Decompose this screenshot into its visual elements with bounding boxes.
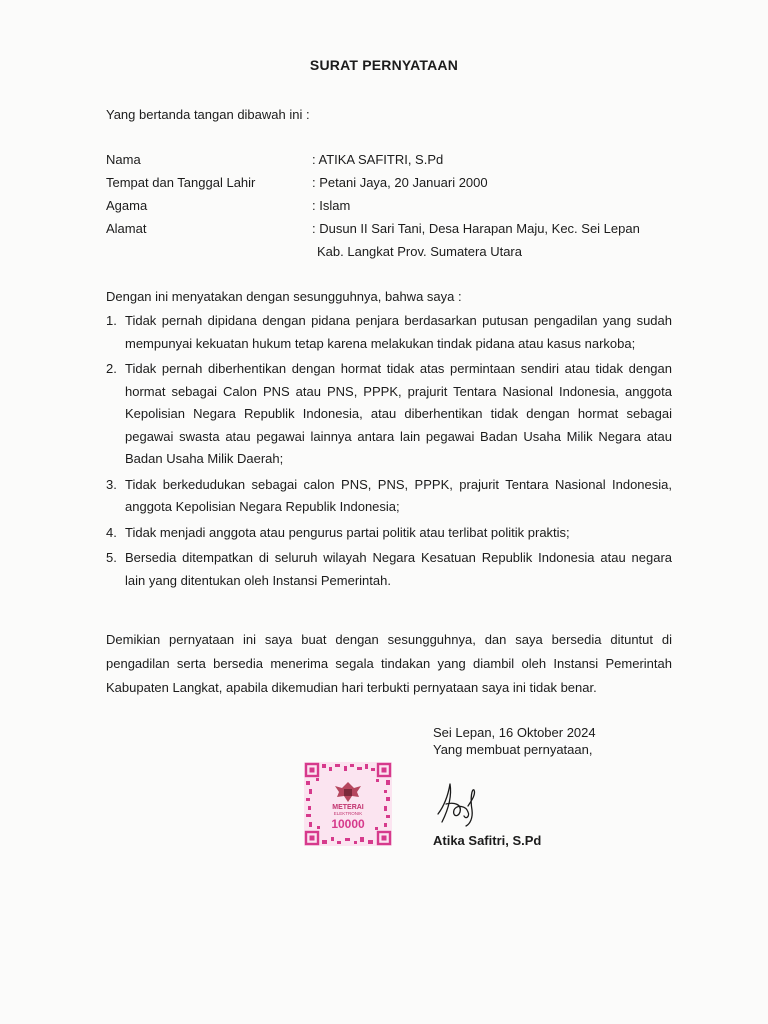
place-date: Sei Lepan, 16 Oktober 2024: [433, 725, 596, 740]
intro-text: Yang bertanda tangan dibawah ini :: [106, 107, 310, 122]
list-item-number: 4.: [106, 524, 117, 540]
birth-value: : Petani Jaya, 20 Januari 2000: [312, 175, 488, 190]
list-item: [106, 358, 672, 471]
stamp-line2: ELEKTRONIK: [333, 811, 363, 816]
handwritten-signature: [430, 776, 486, 832]
name-value: : ATIKA SAFITRI, S.Pd: [312, 152, 444, 167]
religion-value: : Islam: [312, 198, 351, 213]
identity-row-birth: [106, 173, 666, 196]
list-item-text: Tidak berkedudukan sebagai calon PNS, PNS, PPPK, prajurit Tentara Nasional Indonesia, anggota Kepolisian Negara Republik Indonesia;: [125, 476, 672, 514]
meterai-stamp: [304, 762, 392, 846]
religion-label: Agama: [106, 198, 148, 213]
signer-name: Atika Safitri, S.Pd: [433, 833, 542, 848]
list-item: [106, 522, 672, 545]
identity-row-address: [106, 219, 666, 242]
identity-row-name: [106, 150, 666, 173]
identity-row-religion: [106, 196, 666, 219]
list-item-text: Tidak pernah dipidana dengan pidana penjara berdasarkan putusan pengadilan yang sudah mempunyai kekuatan hukum tetap karena melakukan tindak pidana atau kasus narkoba;: [125, 313, 672, 351]
list-item: [106, 310, 672, 355]
maker-label: Yang membuat pernyataan,: [433, 742, 593, 757]
statement-lead: Dengan ini menyatakan dengan sesungguhnya, bahwa saya :: [106, 289, 462, 304]
birth-label: Tempat dan Tanggal Lahir: [106, 175, 256, 190]
list-item-text: Bersedia ditempatkan di seluruh wilayah Negara Kesatuan Republik Indonesia atau negara lain yang ditentukan oleh Instansi Pemerintah.: [125, 550, 672, 588]
closing-paragraph: Demikian pernyataan ini saya buat dengan sesungguhnya, dan saya bersedia dituntut di pengadilan serta bersedia menerima segala tindakan yang diambil oleh Instansi Pemerintah Kabupaten Langkat, apabila dikemudian hari terbukti pernyataan saya ini tidak benar.: [106, 632, 672, 695]
list-item-number: 5.: [106, 550, 117, 565]
list-item-text: Tidak menjadi anggota atau pengurus partai politik atau terlibat politik praktis;: [125, 524, 570, 540]
list-item-number: 1.: [106, 313, 117, 328]
address-value-line1: : Dusun II Sari Tani, Desa Harapan Maju, Kec. Sei Lepan: [312, 221, 640, 236]
address-value-line2: Kab. Langkat Prov. Sumatera Utara: [317, 244, 522, 259]
list-item-text: Tidak pernah diberhentikan dengan hormat tidak atas permintaan sendiri atau tidak dengan hormat sebagai Calon PNS atau PNS, PPPK, prajurit Tentara Nasional Indonesia, anggota Kepolisian Negara Republik Indonesia, atau diberhentikan tidak dengan hormat sebagai pegawai swasta atau pegawai lainnya antara lain pegawai Badan Usaha Milik Negara atau Badan Usaha Milik Daerah;: [125, 361, 672, 466]
document-title: SURAT PERNYATAAN: [309, 57, 459, 73]
signature-block: [433, 724, 596, 758]
statement-list: [106, 310, 672, 595]
identity-block: [106, 150, 666, 262]
list-item-number: 2.: [106, 361, 117, 376]
list-item: [106, 474, 672, 519]
list-item: [106, 547, 672, 592]
name-label: Nama: [106, 152, 141, 167]
address-label: Alamat: [106, 221, 147, 236]
list-item-number: 3.: [106, 476, 117, 492]
stamp-line1: METERAI: [332, 804, 364, 811]
stamp-value: 10000: [331, 817, 365, 831]
